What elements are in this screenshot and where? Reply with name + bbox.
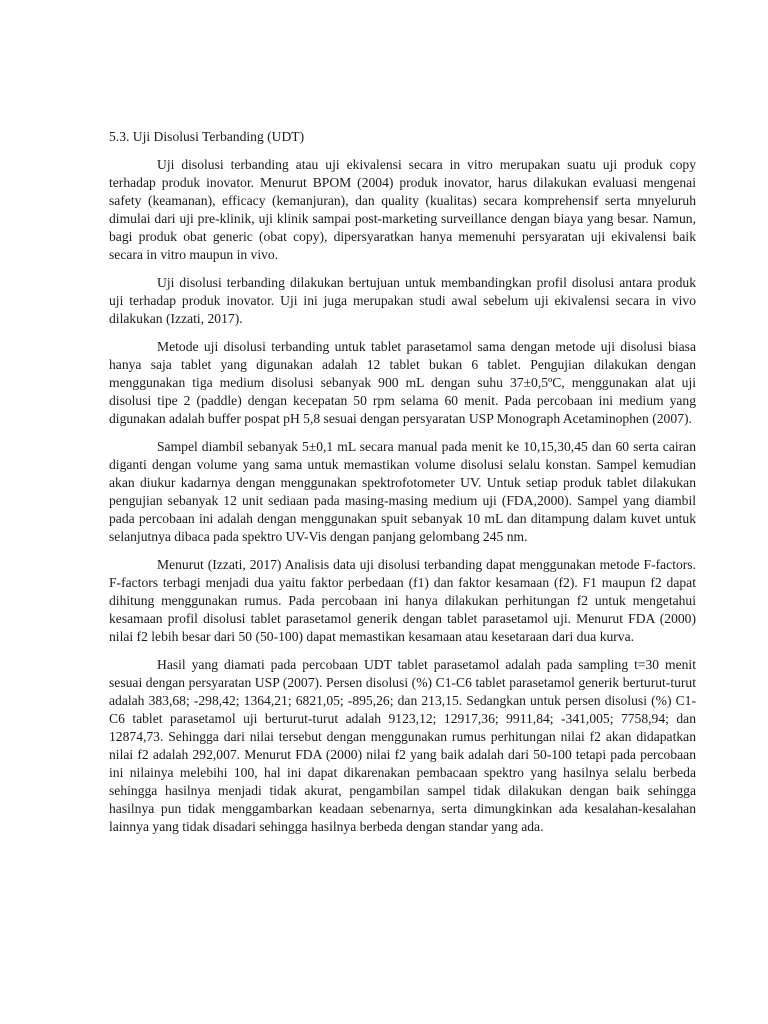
- paragraph-method: Metode uji disolusi terbanding untuk tablet parasetamol sama dengan metode uji disolusi biasa hanya saja tablet yang digunakan adalah 12 tablet bukan 6 tablet. Pengujian dilakukan dengan menggunakan tiga medium disolusi sebanyak 900 mL dengan suhu 37±0,5ºC, menggunakan alat uji disolusi tipe 2 (paddle) dengan kecepatan 50 rpm selama 60 menit. Pada percobaan ini medium yang digunakan adalah buffer pospat pH 5,8 sesuai dengan persyaratan USP Monograph Acetaminophen (2007).: [109, 339, 696, 426]
- paragraph-purpose: Uji disolusi terbanding dilakukan bertujuan untuk membandingkan profil disolusi antara produk uji terhadap produk inovator. Uji ini juga merupakan studi awal sebelum uji ekivalensi secara in vivo dilakukan (Izzati, 2017).: [109, 275, 696, 326]
- document-page: [109, 128, 696, 846]
- paragraph-analysis: Menurut (Izzati, 2017) Analisis data uji disolusi terbanding dapat menggunakan metode F-factors. F-factors terbagi menjadi dua yaitu faktor perbedaan (f1) dan faktor kesamaan (f2). F1 maupun f2 dapat dihitung menggunakan rumus. Pada percobaan ini hanya dilakukan perhitungan f2 untuk mengetahui kesamaan profil disolusi tablet parasetamol generik dengan tablet parasetamol uji. Menurut FDA (2000) nilai f2 lebih besar dari 50 (50-100) dapat memastikan kesamaan atau kesetaraan dari dua kurva.: [109, 557, 696, 644]
- section-heading: 5.3. Uji Disolusi Terbanding (UDT): [109, 129, 305, 144]
- paragraph-results: Hasil yang diamati pada percobaan UDT tablet parasetamol adalah pada sampling t=30 menit sesuai dengan persyaratan USP (2007). Persen disolusi (%) C1-C6 tablet parasetamol generik berturut-turut adalah 383,68; -298,42; 1364,21; 6821,05; -895,26; dan 213,15. Sedangkan untuk persen disolusi (%) C1-C6 tablet parasetamol uji berturut-turut adalah 9123,12; 12917,36; 9911,84; -341,005; 7758,94; dan 12874,73. Sehingga dari nilai tersebut dengan menggunakan rumus perhitungan nilai f2 akan didapatkan nilai f2 adalah 292,007. Menurut FDA (2000) nilai f2 yang baik adalah dari 50-100 tetapi pada percobaan ini nilainya melebihi 100, hal ini dapat dikarenakan pembacaan spektro yang hasilnya selalu berbeda sehingga hasilnya menjadi tidak akurat, pengambilan sampel tidak dilakukan dengan baik sehingga hasilnya pun tidak menggambarkan keadaan sebenarnya, serta dimungkinkan ada kesalahan-kesalahan lainnya yang tidak disadari sehingga hasilnya berbeda dengan standar yang ada.: [109, 657, 696, 834]
- paragraph-sampling: Sampel diambil sebanyak 5±0,1 mL secara manual pada menit ke 10,15,30,45 dan 60 serta cairan diganti dengan volume yang sama untuk memastikan volume disolusi selalu konstan. Sampel kemudian akan diukur kadarnya dengan menggunakan spektrofotometer UV. Untuk setiap produk tablet dilakukan pengujian sebanyak 12 unit sediaan pada masing-masing medium uji (FDA,2000). Sampel yang diambil pada percobaan ini adalah dengan menggunakan spuit sebanyak 10 mL dan ditampung dalam kuvet untuk selanjutnya dibaca pada spektro UV-Vis dengan panjang gelombang 245 nm.: [109, 439, 696, 544]
- paragraph-intro-udt: Uji disolusi terbanding atau uji ekivalensi secara in vitro merupakan suatu uji produk copy terhadap produk inovator. Menurut BPOM (2004) produk inovator, harus dilakukan evaluasi mengenai safety (keamanan), efficacy (kemanjuran), dan quality (kualitas) secara komprehensif serta mnyeluruh dimulai dari uji pre-klinik, uji klinik sampai post-marketing surveillance dengan biaya yang besar. Namun, bagi produk obat generic (obat copy), dipersyaratkan hanya memenuhi persyaratan uji ekivalensi baik secara in vitro maupun in vivo.: [109, 157, 696, 262]
